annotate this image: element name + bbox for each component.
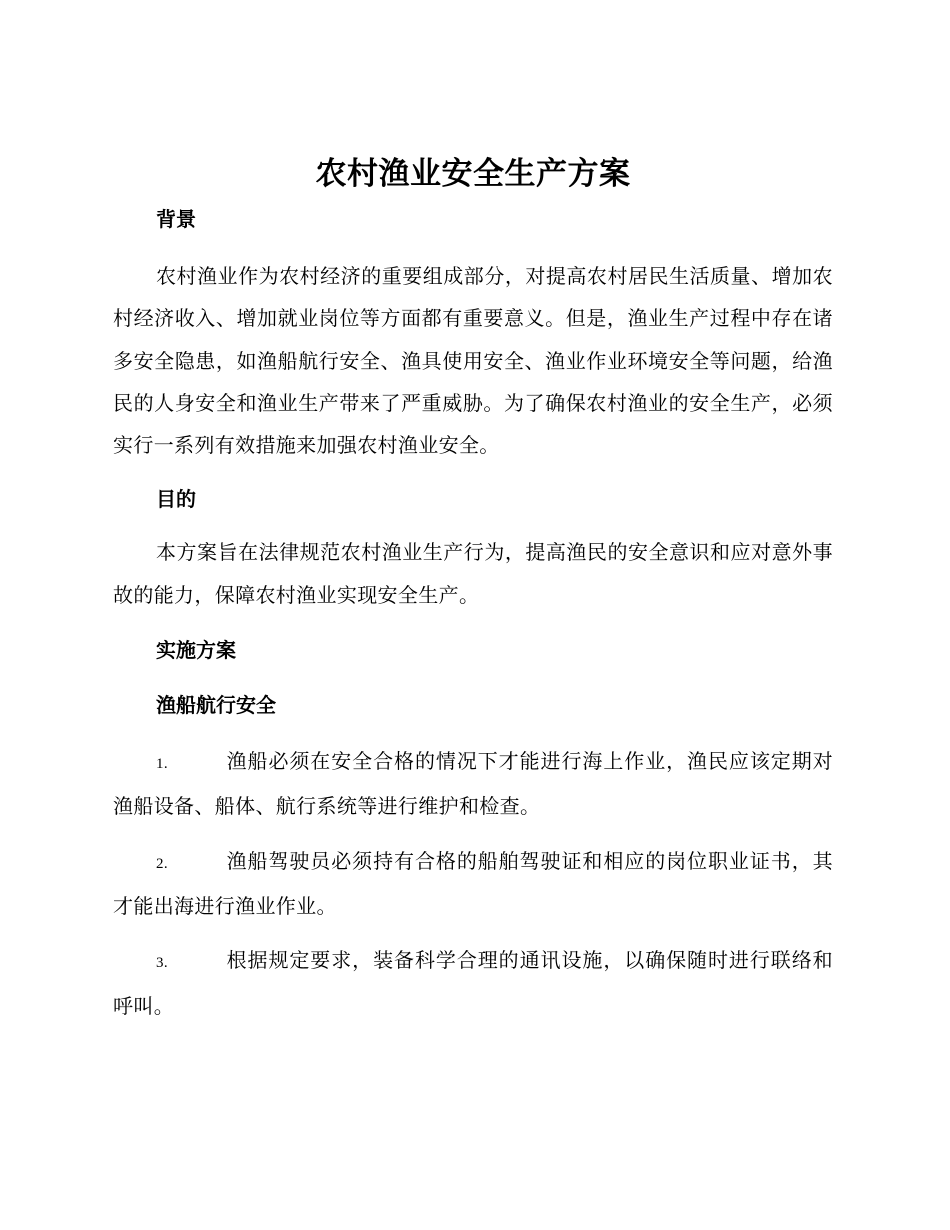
list-item-text: 渔船必须在安全合格的情况下才能进行海上作业，渔民应该定期对渔船设备、船体、航行系统等进行维护和检查。 (113, 749, 833, 819)
list-item (113, 939, 833, 1027)
section-implementation (113, 634, 833, 1027)
list-item (113, 740, 833, 828)
list-item-number: 1. (156, 756, 168, 773)
subsection-heading-vessel-safety: 渔船航行安全 (156, 693, 276, 718)
list-item-number: 2. (156, 855, 168, 872)
section-heading-background: 背景 (156, 207, 196, 231)
document-title: 农村渔业安全生产方案 (315, 156, 631, 192)
list-item (113, 840, 833, 928)
section-background (113, 203, 833, 466)
section-purpose (113, 483, 833, 616)
list-item-text: 渔船驾驶员必须持有合格的船舶驾驶证和相应的岗位职业证书，其才能出海进行渔业作业。 (113, 848, 833, 918)
section-heading-purpose: 目的 (156, 487, 196, 512)
list-item-text: 根据规定要求，装备科学合理的通讯设施，以确保随时进行联络和呼叫。 (113, 948, 833, 1018)
section-heading-implementation: 实施方案 (156, 638, 236, 663)
list-item-number: 3. (156, 955, 168, 972)
background-paragraph: 农村渔业作为农村经济的重要组成部分，对提高农村居民生活质量、增加农村经济收入、增加就业岗位等方面都有重要意义。但是，渔业生产过程中存在诸多安全隐患，如渔船航行安全、渔具使用安全、渔业作业环境安全等问题，给渔民的人身安全和渔业生产带来了严重威胁。为了确保农村渔业的安全生产，必须实行一系列有效措施来加强农村渔业安全。 (113, 264, 833, 458)
document-page (113, 148, 833, 1027)
purpose-paragraph: 本方案旨在法律规范农村渔业生产行为，提高渔民的安全意识和应对意外事故的能力，保障农村渔业实现安全生产。 (113, 540, 833, 607)
